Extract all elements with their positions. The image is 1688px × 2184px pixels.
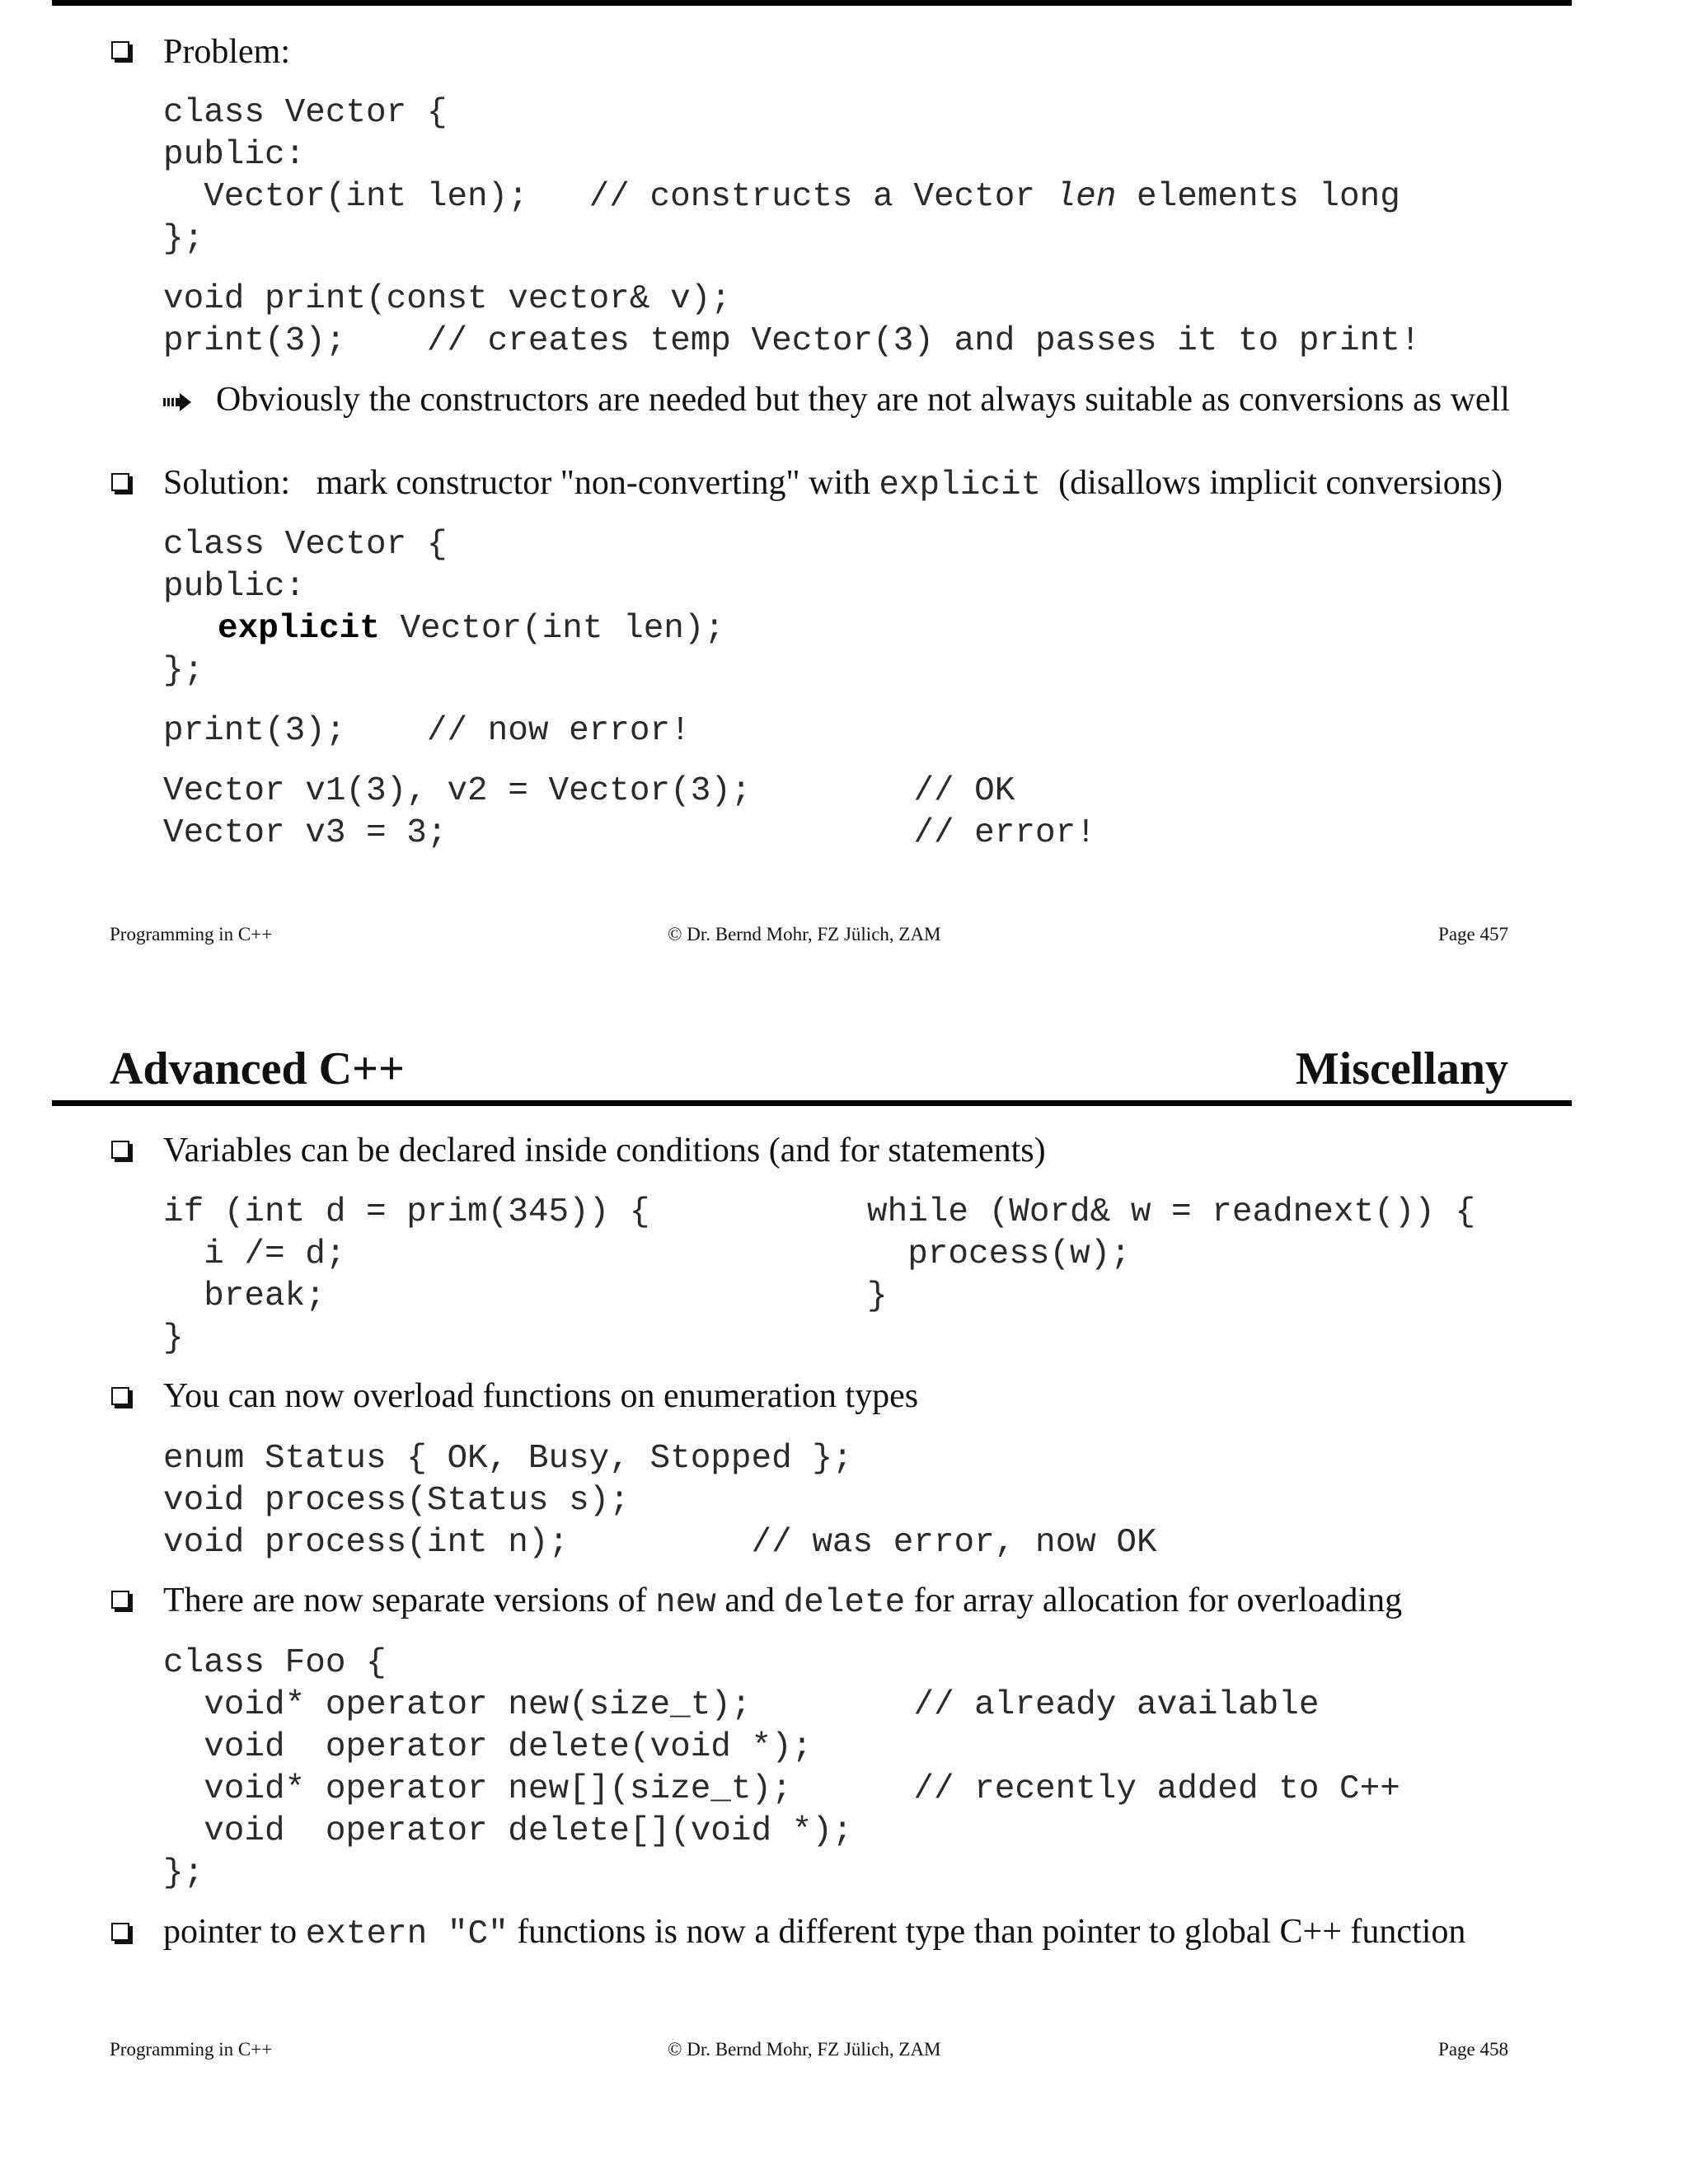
text-span: and: [715, 1582, 784, 1619]
code-line-explicit: [218, 608, 724, 649]
bullet-icon: [111, 1141, 129, 1159]
code-line: }: [163, 1319, 184, 1357]
code-line: while (Word& w = readnext()) {: [867, 1193, 1476, 1231]
text-span: functions is now a different type than pointer to global C++ function: [508, 1913, 1466, 1951]
footer-right: Page 457: [1438, 924, 1508, 944]
code-line: Vector v3 = 3; // error!: [163, 814, 1096, 852]
title-rule: [52, 1100, 1572, 1106]
problem-label: Problem:: [163, 33, 290, 71]
keyword-extern-c: extern "C": [305, 1915, 509, 1953]
code-line: process(w);: [867, 1235, 1131, 1273]
code-line: if (int d = prim(345)) {: [163, 1193, 650, 1231]
code-line: print(3); // creates temp Vector(3) and passes it to print!: [163, 322, 1421, 360]
code-line: class Vector {: [163, 94, 448, 132]
text-span: for array allocation for overloading: [905, 1582, 1403, 1619]
code-line: void process(int n); // was error, now OK: [163, 1524, 1157, 1562]
code-line: enum Status { OK, Busy, Stopped };: [163, 1440, 853, 1478]
code-line: class Vector {: [163, 526, 448, 564]
footer-center: © Dr. Bernd Mohr, FZ Jülich, ZAM: [668, 924, 941, 944]
code-line: void process(Status s);: [163, 1482, 630, 1520]
code-line: void* operator new(size_t); // already available: [163, 1686, 1320, 1724]
bullet-icon: [111, 41, 129, 59]
code-text: Vector(int len);: [379, 610, 725, 648]
arrow-icon: [163, 391, 193, 413]
code-line: };: [163, 1854, 204, 1892]
top-rule: [52, 0, 1572, 6]
text-span: There are now separate versions of: [163, 1582, 656, 1619]
code-text: elements long: [1116, 178, 1400, 216]
code-line: void print(const vector& v);: [163, 280, 731, 318]
code-line: i /= d;: [163, 1235, 346, 1273]
code-line: class Foo {: [163, 1644, 387, 1682]
bullet-icon: [111, 1923, 129, 1941]
code-line: void operator delete(void *);: [163, 1728, 813, 1766]
solution-tail: (disallows implicit conversions): [1041, 464, 1503, 502]
code-line-ctor: [163, 176, 1400, 218]
bullet-icon: [111, 473, 129, 491]
keyword-delete: delete: [783, 1584, 906, 1622]
code-text: Vector(int len); // constructs a Vector: [163, 178, 1056, 216]
code-line: print(3); // now error!: [163, 712, 691, 750]
footer-right: Page 458: [1438, 2039, 1508, 2060]
footer-center: © Dr. Bernd Mohr, FZ Jülich, ZAM: [668, 2039, 941, 2060]
code-line: };: [163, 652, 204, 690]
code-line: }: [867, 1277, 888, 1315]
text-span: pointer to: [163, 1913, 306, 1951]
code-italic-param: len: [1055, 178, 1117, 216]
keyword-new: new: [655, 1584, 716, 1622]
code-line: break;: [163, 1277, 326, 1315]
footer-left: Programming in C++: [110, 924, 273, 944]
arrow-note: Obviously the constructors are needed but they are not always suitable as conversions as well: [216, 381, 1510, 419]
code-line: Vector v1(3), v2 = Vector(3); // OK: [163, 772, 1015, 810]
code-line: void* operator new[](size_t); // recently added to C++: [163, 1770, 1400, 1808]
bullet-text: You can now overload functions on enumeration types: [163, 1377, 919, 1415]
slide-section-title: Miscellany: [1295, 1043, 1508, 1094]
bullet-text: Variables can be declared inside conditions (and for statements): [163, 1132, 1046, 1169]
code-line: void operator delete[](void *);: [163, 1812, 853, 1850]
explicit-keyword: explicit: [218, 610, 380, 648]
bullet-text: [163, 1911, 1465, 1955]
solution-keyword: explicit: [879, 466, 1042, 504]
slide-title: Advanced C++: [110, 1043, 405, 1094]
code-line: public:: [163, 136, 306, 174]
bullet-icon: [111, 1387, 129, 1405]
footer-left: Programming in C++: [110, 2039, 273, 2060]
code-line: };: [163, 220, 204, 258]
solution-label: Solution: mark constructor "non-converting" with: [163, 464, 879, 502]
code-line: public:: [163, 568, 306, 606]
bullet-icon: [111, 1591, 129, 1609]
solution-line: [163, 462, 1503, 506]
bullet-text: [163, 1580, 1402, 1624]
